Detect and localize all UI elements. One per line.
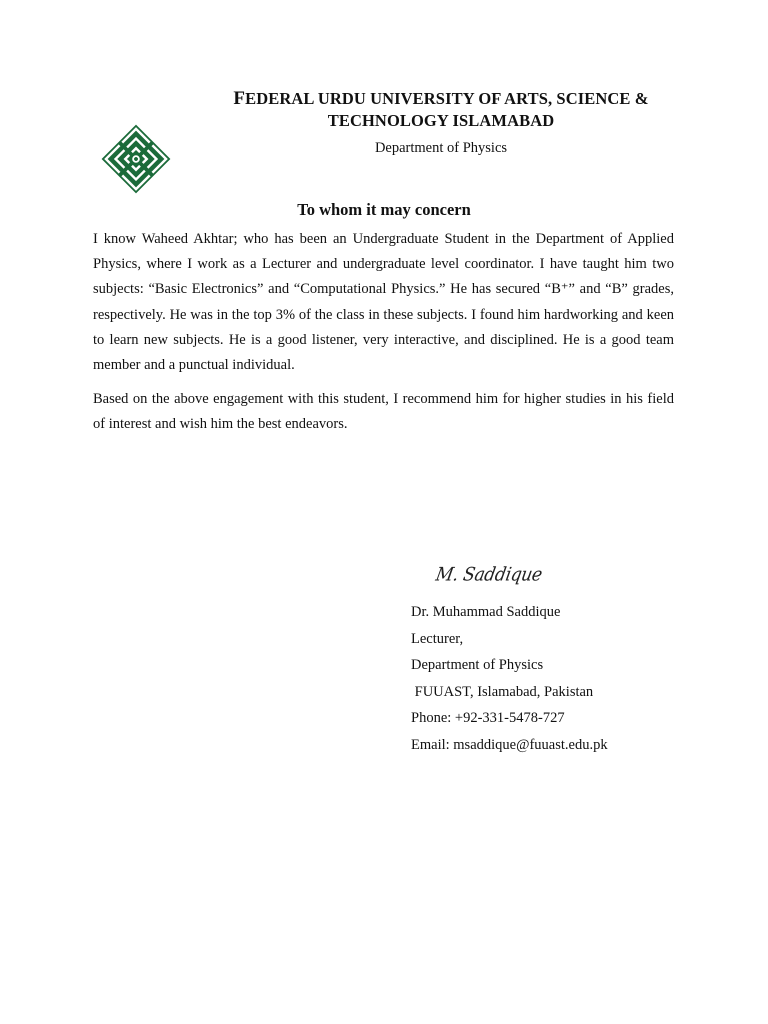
university-name-initial: F	[233, 88, 246, 109]
university-emblem-icon	[97, 121, 175, 197]
department-subtitle: Department of Physics	[374, 140, 508, 156]
signatory-block	[411, 599, 608, 759]
university-name-line1	[200, 88, 682, 110]
university-name-line1-rest: EDERAL URDU UNIVERSITY OF ARTS, SCIENCE &	[245, 89, 649, 108]
signatory-phone: Phone: +92-331-5478-727	[411, 710, 565, 727]
salutation-heading: To whom it may concern	[297, 200, 471, 219]
letter-paragraph-2: Based on the above engagement with this student, I recommend him for higher studies in his field of interest and wish him the best endeavors.	[93, 391, 674, 433]
handwritten-signature: M. Saddique	[434, 564, 544, 586]
signatory-department: Department of Physics	[411, 657, 544, 674]
signatory-name: Dr. Muhammad Saddique	[411, 604, 561, 620]
letter-paragraph-1: I know Waheed Akhtar; who has been an Undergraduate Student in the Department of Applied Physics, where I work as a Lecturer and undergraduate level coordinator. I have taught him two subjects: “Basic Electronics” and “Computational Physics.” He has secured “B⁺” and “B” grades, respectively. He was in the top 3% of the class in these subjects. I found him hardworking and keen to learn new subjects. He is a good listener, very interactive, and disciplined. He is a good team member and a punctual individual.	[93, 231, 674, 374]
signatory-institution: FUUAST, Islamabad, Pakistan	[411, 683, 594, 700]
university-name	[200, 88, 682, 132]
signatory-title: Lecturer,	[411, 630, 464, 647]
university-name-line2: TECHNOLOGY ISLAMABAD	[327, 111, 555, 130]
signatory-email: Email: msaddique@fuuast.edu.pk	[411, 736, 608, 753]
